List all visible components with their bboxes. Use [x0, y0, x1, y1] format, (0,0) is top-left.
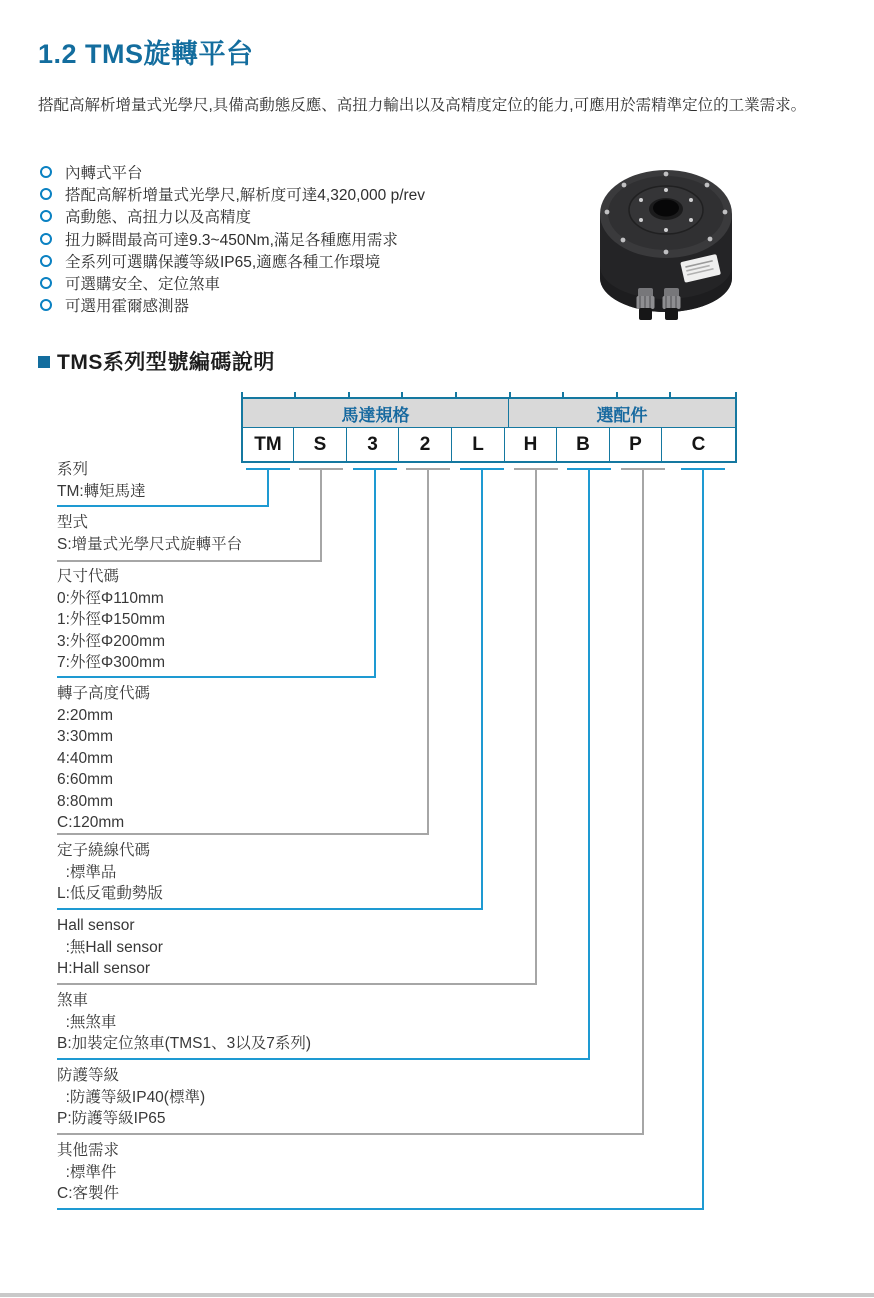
table-top-tick	[735, 392, 737, 397]
legend-section-label: 系列	[57, 461, 89, 478]
legend-section	[57, 1065, 205, 1130]
feature-list	[40, 161, 425, 316]
legend-section-label: Hall sensor	[57, 917, 135, 934]
legend-section-line: C:120mm	[57, 814, 125, 831]
table-code-row	[243, 427, 735, 461]
connector-vertical-line	[427, 468, 429, 835]
legend-section-line: S:增量式光學尺式旋轉平台	[57, 535, 243, 553]
feature-item	[40, 294, 425, 316]
rotary-platform-illustration	[594, 162, 738, 334]
circle-bullet-icon	[40, 166, 52, 178]
legend-section-line: 8:80mm	[57, 792, 113, 810]
connector-vertical-line	[535, 468, 537, 985]
product-image-rotary-platform	[594, 162, 738, 334]
legend-section-line: :標準品	[57, 863, 117, 881]
connector-vertical-line	[481, 468, 483, 910]
legend-section	[57, 459, 146, 502]
feature-item	[40, 183, 425, 205]
page-footer-bar	[0, 1293, 874, 1297]
legend-section-rule	[57, 560, 322, 562]
legend-section-line: 1:外徑Φ150mm	[57, 611, 165, 628]
legend-section	[57, 1140, 119, 1205]
legend-section-line: C:客製件	[57, 1185, 120, 1202]
feature-item	[40, 161, 425, 183]
feature-item-text: 扭力瞬間最高可達9.3~450Nm,滿足各種應用需求	[65, 231, 398, 249]
legend-section-line: B:加裝定位煞車(TMS1、3以及7系列)	[57, 1035, 312, 1052]
legend-section	[57, 915, 163, 980]
table-group-header: 馬達規格	[243, 399, 509, 427]
feature-item-text: 高動態、高扭力以及高精度	[65, 209, 252, 227]
circle-bullet-icon	[40, 255, 52, 267]
table-top-tick	[348, 392, 350, 397]
legend-section-line: TM:轉矩馬達	[57, 482, 146, 500]
page-title: 1.2 TMS旋轉平台	[38, 39, 254, 69]
table-code-cell: 2	[399, 428, 452, 461]
connector-vertical-line	[267, 468, 269, 507]
legend-section-line: L:低反電動勢版	[57, 885, 163, 902]
table-top-tick	[562, 392, 564, 397]
legend-section-line: :無煞車	[57, 1013, 117, 1031]
legend-section-line: 2:20mm	[57, 706, 113, 724]
table-code-cell: S	[294, 428, 347, 461]
legend-section-label: 煞車	[57, 992, 89, 1009]
feature-item-text: 內轉式平台	[65, 165, 143, 183]
table-code-cell: H	[505, 428, 557, 461]
legend-section-line: P:防護等級IP65	[57, 1110, 166, 1127]
table-top-tick	[669, 392, 671, 397]
circle-bullet-icon	[40, 277, 52, 289]
legend-section-rule	[57, 1208, 704, 1210]
table-code-cell: B	[557, 428, 610, 461]
legend-section-label: 尺寸代碼	[57, 568, 120, 585]
legend-section-line: 3:30mm	[57, 728, 113, 745]
feature-item	[40, 228, 425, 250]
feature-item-text: 搭配高解析增量式光學尺,解析度可達4,320,000 p/rev	[65, 187, 426, 205]
legend-section-line: 4:40mm	[57, 749, 113, 767]
connector-vertical-line	[702, 468, 704, 1210]
legend-section-label: 其他需求	[57, 1142, 120, 1159]
legend-section-line: :防護等級IP40(標準)	[57, 1088, 206, 1106]
feature-item	[40, 272, 425, 294]
legend-section-line: H:Hall sensor	[57, 960, 151, 977]
legend-section	[57, 683, 150, 834]
circle-bullet-icon	[40, 210, 52, 222]
table-code-cell: C	[691, 433, 706, 455]
section-heading	[38, 346, 275, 376]
connector-vertical-line	[588, 468, 590, 1060]
table-group-header: 選配件	[596, 405, 648, 425]
legend-section-line: 0:外徑Φ110mm	[57, 589, 164, 607]
table-code-cell: 3	[347, 428, 399, 461]
legend-section-label: 轉子高度代碼	[57, 685, 151, 702]
table-top-tick	[455, 392, 457, 397]
feature-item	[40, 205, 425, 227]
section-heading-label: TMS系列型號編碼說明	[57, 351, 275, 374]
table-group-header-row	[243, 399, 735, 427]
legend-section-line: :標準件	[57, 1163, 117, 1181]
circle-bullet-icon	[40, 299, 52, 311]
legend-section-label: 型式	[57, 514, 89, 531]
legend-section-rule	[57, 1058, 590, 1060]
model-code-table	[241, 397, 737, 463]
connector-vertical-line	[642, 468, 644, 1135]
legend-section-line: :無Hall sensor	[57, 938, 163, 956]
circle-bullet-icon	[40, 188, 52, 200]
legend-section-line: 6:60mm	[57, 771, 113, 788]
legend-section-label: 防護等級	[57, 1067, 120, 1084]
feature-item-text: 可選購安全、定位煞車	[65, 276, 221, 294]
legend-section-rule	[57, 908, 483, 910]
table-top-tick	[241, 392, 243, 397]
table-top-tick	[294, 392, 296, 397]
legend-section	[57, 512, 242, 555]
legend-section-rule	[57, 676, 376, 678]
legend-section	[57, 566, 165, 674]
table-top-tick	[401, 392, 403, 397]
table-code-cell: P	[610, 428, 662, 461]
legend-section-rule	[57, 505, 269, 507]
feature-item	[40, 250, 425, 272]
circle-bullet-icon	[40, 233, 52, 245]
legend-section	[57, 990, 311, 1055]
feature-item-text: 可選用霍爾感測器	[65, 298, 190, 316]
table-top-tick	[509, 392, 511, 397]
legend-section-rule	[57, 1133, 644, 1135]
square-bullet-icon	[38, 356, 50, 368]
connector-vertical-line	[320, 468, 322, 562]
intro-paragraph: 搭配高解析增量式光學尺,具備高動態反應、高扭力輸出以及高精度定位的能力,可應用於需精準定位的工業需求。	[38, 97, 807, 114]
legend-section-line: 7:外徑Φ300mm	[57, 654, 165, 671]
table-top-tick	[616, 392, 618, 397]
legend-section	[57, 840, 163, 905]
table-code-cell: TM	[243, 428, 294, 461]
legend-section-label: 定子繞線代碼	[57, 842, 151, 859]
connector-vertical-line	[374, 468, 376, 678]
legend-section-line: 3:外徑Φ200mm	[57, 632, 165, 650]
legend-section-rule	[57, 983, 537, 985]
table-code-cell: L	[452, 428, 505, 461]
feature-item-text: 全系列可選購保護等級IP65,適應各種工作環境	[65, 253, 381, 271]
